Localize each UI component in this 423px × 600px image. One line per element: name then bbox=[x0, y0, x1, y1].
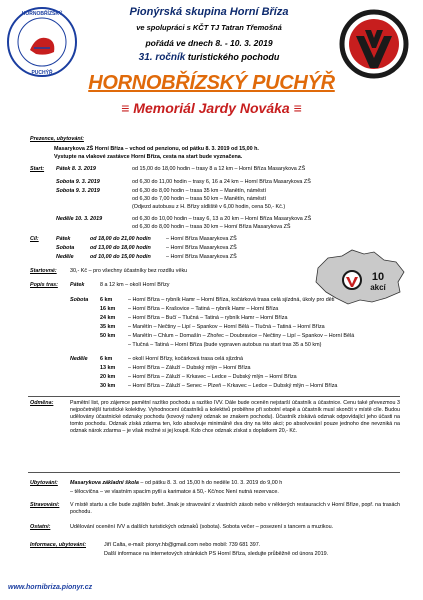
other-label: Ostatní: bbox=[30, 524, 51, 530]
puchyr-logo bbox=[6, 6, 78, 78]
routes-saturday-day: Sobota bbox=[70, 297, 89, 303]
route-km: 16 km bbox=[100, 306, 116, 312]
route-text: – Horní Bříza – Záluží – Krkavec – Ledce – Dubský mlýn – Horní Bříza bbox=[128, 374, 297, 380]
lodging-line2: – tělocvična – ve vlastním spacím pytli a karimatce á 50,- Kč/noc Není nutná rezervace. bbox=[70, 489, 279, 495]
ivv-logo bbox=[334, 8, 414, 80]
start-day: Neděle 10. 3. 2019 bbox=[56, 216, 103, 222]
fee-text: 30,- Kč – pro všechny účastníky bez rozdílu věku bbox=[70, 268, 188, 274]
start-row: od 6,30 do 11,00 hodin – trasy 6, 16 a 24 km – Horní Bříza Masarykova ZŠ bbox=[132, 179, 311, 185]
badge-word: akcí bbox=[370, 283, 386, 292]
divider bbox=[28, 396, 400, 397]
routes-label: Popis tras: bbox=[30, 282, 58, 288]
svg-text:HORNOBŘÍZSKÝ: HORNOBŘÍZSKÝ bbox=[21, 11, 63, 17]
reward-text: Pamětní list, pro zájemce pamětní razítko pochodu a razítko IVV. Dále bude oceněn nejstarší účastník a účastnice. Cenu také převezmou 3 nejpočetnější turistické kolektivy. Vyhodnocení účastníků a kolektivů proběhne při sobotní etapě a účastník musí skončit v místě cíle. Budou udělovány účastnické odznaky pochodu (kovový ražený odznak se znakem pochodu). Účastník získává odznak odpovídající jeho účasti na tomto pochodu. Odznak získá zdarma ten, kdo absolvuje minimálně dva dny na této akci; po absolvování pouze jednoho dne nevzniká na odznak nárok zdarma – je však možné si jej koupit. Kdo chce odznak získat s doplatkem 20,- Kč. bbox=[70, 400, 400, 434]
presence-label: Prezence, ubytování: bbox=[30, 136, 84, 142]
route-text: – Manětín – Nečtiny – Lipí – Spankov – Horní Bělá – Tlučná – Tatiná – Horní Bříza bbox=[128, 324, 325, 330]
route-text: – Horní Bříza – Záluží – Dubský mlýn – Horní Bříza bbox=[128, 365, 251, 371]
contact-line2: Další informace na internetových stránkách PS Horní Bříza, sledujte průběžně od února 2019. bbox=[104, 551, 329, 557]
edition-line bbox=[84, 52, 334, 63]
start-row: od 6,30 do 8,00 hodin – trasa 35 km – Manětín, náměstí bbox=[132, 188, 266, 194]
routes-friday-day: Pátek bbox=[70, 282, 85, 288]
route-text: – Horní Bříza – Bučí – Tlučná – Tatiná – rybník Hamr – Horní Bříza bbox=[128, 315, 288, 321]
route-km: 35 km bbox=[100, 324, 116, 330]
route-km: 20 km bbox=[100, 374, 116, 380]
finish-place: – Horní Bříza Masarykova ZŠ bbox=[166, 254, 237, 260]
start-row: od 6,30 do 8,00 hodin – trasa 30 km – Horní Bříza Masarykova ZŠ bbox=[132, 224, 291, 230]
route-text: – Horní Bříza – rybník Hamr – Horní Bříza, kočárková trasa celá sjízdná, úkoly pro děti bbox=[128, 297, 335, 303]
fee-label: Startovné: bbox=[30, 268, 57, 274]
food-text: V místě startu a cíle bude zajištěn bufet. Jinak je stravování z vlastních zásob nebo v některých restauracích v Horní Bříze, popř. na trasách pochodu. bbox=[70, 502, 400, 515]
memorial-subtitle: ≡ Memoriál Jardy Nováka ≡ bbox=[121, 100, 302, 116]
finish-time: od 10,00 do 15,00 hodin bbox=[90, 254, 151, 260]
finish-time: od 18,00 do 21,00 hodin bbox=[90, 236, 151, 242]
start-row: od 15,00 do 18,00 hodin – trasy 8 a 12 km – Horní Bříza Masarykova ZŠ bbox=[132, 166, 306, 172]
route-km: 50 km bbox=[100, 333, 116, 339]
svg-text:PUCHÝŘ: PUCHÝŘ bbox=[31, 70, 53, 76]
route-text: – Tlučná – Tatiná – Horní Bříza (bude vypraven autobus na start tras 35 a 50 km) bbox=[128, 342, 322, 348]
start-label: Start: bbox=[30, 166, 45, 172]
contact-label: Informace, ubytování: bbox=[30, 542, 87, 548]
badge-number: 10 bbox=[371, 271, 385, 283]
route-km: 24 km bbox=[100, 315, 116, 321]
route-km: 6 km bbox=[100, 356, 113, 362]
finish-day: Pátek bbox=[56, 236, 71, 242]
route-km: 13 km bbox=[100, 365, 116, 371]
routes-friday-text: 8 a 12 km – okolí Horní Břízy bbox=[100, 282, 170, 288]
event-title: HORNOBŘÍZSKÝ PUCHÝŘ bbox=[88, 72, 335, 94]
start-row: (Odjezd autobusu z H. Břízy sídliště v 6,00 hodin, cena 50,- Kč.) bbox=[132, 204, 286, 210]
finish-day: Neděle bbox=[56, 254, 74, 260]
lodging-dates: – od pátku 8. 3. od 15,00 h do neděle 10. 3. 2019 do 9,00 h bbox=[138, 480, 283, 486]
website-link[interactable]: www.hornibriza.pionyr.cz bbox=[8, 584, 93, 591]
other-text: Udělování ocenění IVV a dalších turistických odznaků (sobota). Sobota večer – posezení s tancem a muzikou. bbox=[70, 524, 334, 530]
start-row: od 6,30 do 10,00 hodin – trasy 6, 13 a 20 km – Horní Bříza Masarykova ZŠ bbox=[132, 216, 312, 222]
contact-line1[interactable]: Jiří Calta, e-mail: pionyr.hb@gmail.com nebo mobil: 739 681 397. bbox=[104, 542, 261, 548]
event-dates: pořádá ve dnech 8. - 10. 3. 2019 bbox=[145, 38, 273, 48]
route-text: – Horní Bříza – Krašovice – Tatiná – rybník Hamr – Horní Bříza bbox=[128, 306, 279, 312]
divider bbox=[28, 472, 400, 473]
start-row: od 6,30 do 7,00 hodin – trasa 50 km – Manětín, náměstí bbox=[132, 196, 266, 202]
presence-line2: Vystupte na vlakové zastávce Horní Bříza, cesta na start bude vyznačena. bbox=[54, 154, 243, 160]
edition-rest: turistického pochodu bbox=[185, 52, 280, 62]
route-text: – okolí Horní Břízy, kočárková trasa celá sjízdná bbox=[128, 356, 243, 362]
organizer: Pionýrská skupina Horní Bříza bbox=[129, 6, 289, 18]
start-day: Sobota 9. 3. 2019 bbox=[56, 179, 100, 185]
start-day: Sobota 9. 3. 2019 bbox=[56, 188, 100, 194]
route-text: – Manětín – Chlum – Domašín – Zhořec – Doubravice – Nečtiny – Lipí – Spankov – Horní Bělá bbox=[128, 333, 355, 339]
routes-sunday-day: Neděle bbox=[70, 356, 88, 362]
cooperation-line: ve spolupráci s KČT TJ Tatran Třemošná bbox=[136, 23, 282, 32]
lodging-place: Masarykova základní škola bbox=[70, 480, 139, 486]
finish-place: – Horní Bříza Masarykova ZŠ bbox=[166, 245, 237, 251]
finish-day: Sobota bbox=[56, 245, 75, 251]
lodging-label: Ubytování: bbox=[30, 480, 58, 486]
reward-label: Odměna: bbox=[30, 400, 54, 406]
finish-label: Cíl: bbox=[30, 236, 39, 242]
lodging-line1 bbox=[70, 480, 282, 487]
start-day: Pátek 8. 3. 2019 bbox=[56, 166, 96, 172]
presence-line1: Masarykova ZŠ Horní Bříza – vchod od penzionu, od pátku 8. 3. 2019 od 15,00 h. bbox=[54, 146, 259, 152]
route-km: 6 km bbox=[100, 297, 113, 303]
finish-time: od 13,00 do 18,00 hodin bbox=[90, 245, 151, 251]
finish-place: – Horní Bříza Masarykova ZŠ bbox=[166, 236, 237, 242]
route-km: 30 km bbox=[100, 383, 116, 389]
food-label: Stravování: bbox=[30, 502, 60, 508]
route-text: – Horní Bříza – Záluží – Senec – Plzeň – Krkavec – Ledce – Dubský mlýn – Horní Bříza bbox=[128, 383, 338, 389]
edition-number: 31. ročník bbox=[138, 52, 186, 63]
